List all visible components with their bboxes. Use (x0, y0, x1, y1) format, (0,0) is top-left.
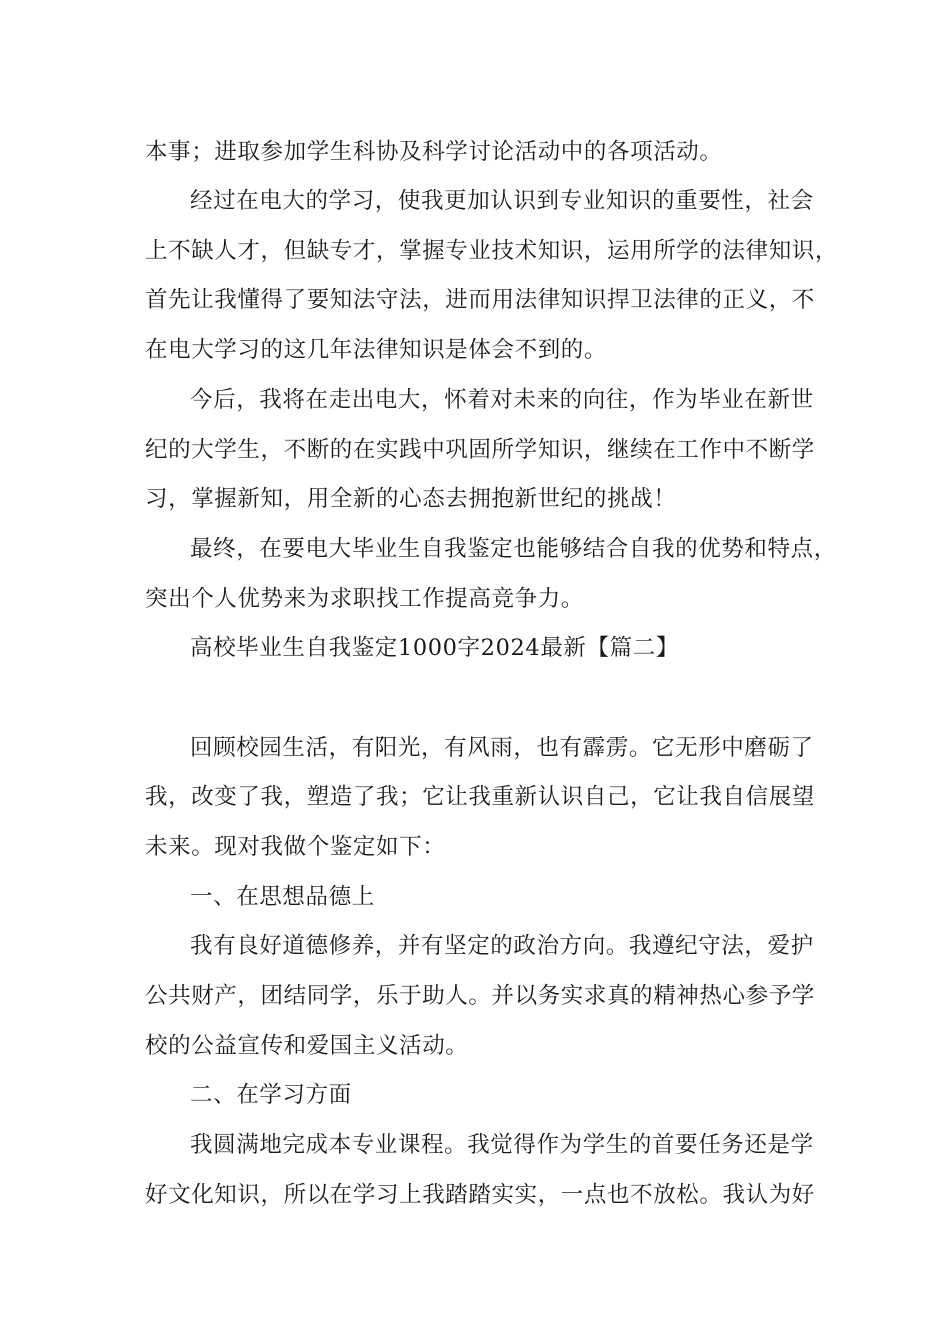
text-line: 在电大学习的这几年法律知识是体会不到的。 (145, 337, 608, 363)
text-line: 未来。现对我做个鉴定如下： (145, 834, 446, 860)
text-line: 纪的大学生，不断的在实践中巩固所学知识，继续在工作中不断学 (145, 437, 815, 463)
text-line: 上不缺人才，但缺专才，掌握专业技术知识，运用所学的法律知识， (145, 238, 839, 264)
text-line: 今后，我将在走出电大，怀着对未来的向往，作为毕业在新世 (190, 387, 814, 413)
subheading: 一、在思想品德上 (190, 884, 375, 910)
section-heading: 高校毕业生自我鉴定1000字2024最新【篇二】 (190, 635, 679, 661)
text-line: 本事；进取参加学生科协及科学讨论活动中的各项活动。 (145, 139, 723, 165)
text-line: 我，改变了我，塑造了我；它让我重新认识自己，它让我自信展望 (145, 784, 815, 810)
text-line: 我圆满地完成本专业课程。我觉得作为学生的首要任务还是学 (190, 1132, 814, 1158)
text-line: 好文化知识，所以在学习上我踏踏实实，一点也不放松。我认为好 (145, 1182, 815, 1208)
text-line: 公共财产，团结同学，乐于助人。并以务实求真的精神热心参予学 (145, 983, 815, 1009)
text-line: 我有良好道德修养，并有坚定的政治方向。我遵纪守法，爱护 (190, 933, 814, 959)
text-line: 习，掌握新知，用全新的心态去拥抱新世纪的挑战！ (145, 486, 677, 512)
text-line: 校的公益宣传和爱国主义活动。 (145, 1033, 469, 1059)
subheading: 二、在学习方面 (190, 1082, 352, 1108)
text-line: 经过在电大的学习，使我更加认识到专业知识的重要性，社会 (190, 188, 814, 214)
text-line: 突出个人优势来为求职找工作提高竞争力。 (145, 586, 584, 612)
text-line: 最终，在要电大毕业生自我鉴定也能够结合自我的优势和特点， (190, 536, 837, 562)
text-line: 首先让我懂得了要知法守法，进而用法律知识捍卫法律的正义，不 (145, 287, 815, 313)
text-line: 回顾校园生活，有阳光，有风雨，也有霹雳。它无形中磨砺了 (190, 735, 814, 761)
